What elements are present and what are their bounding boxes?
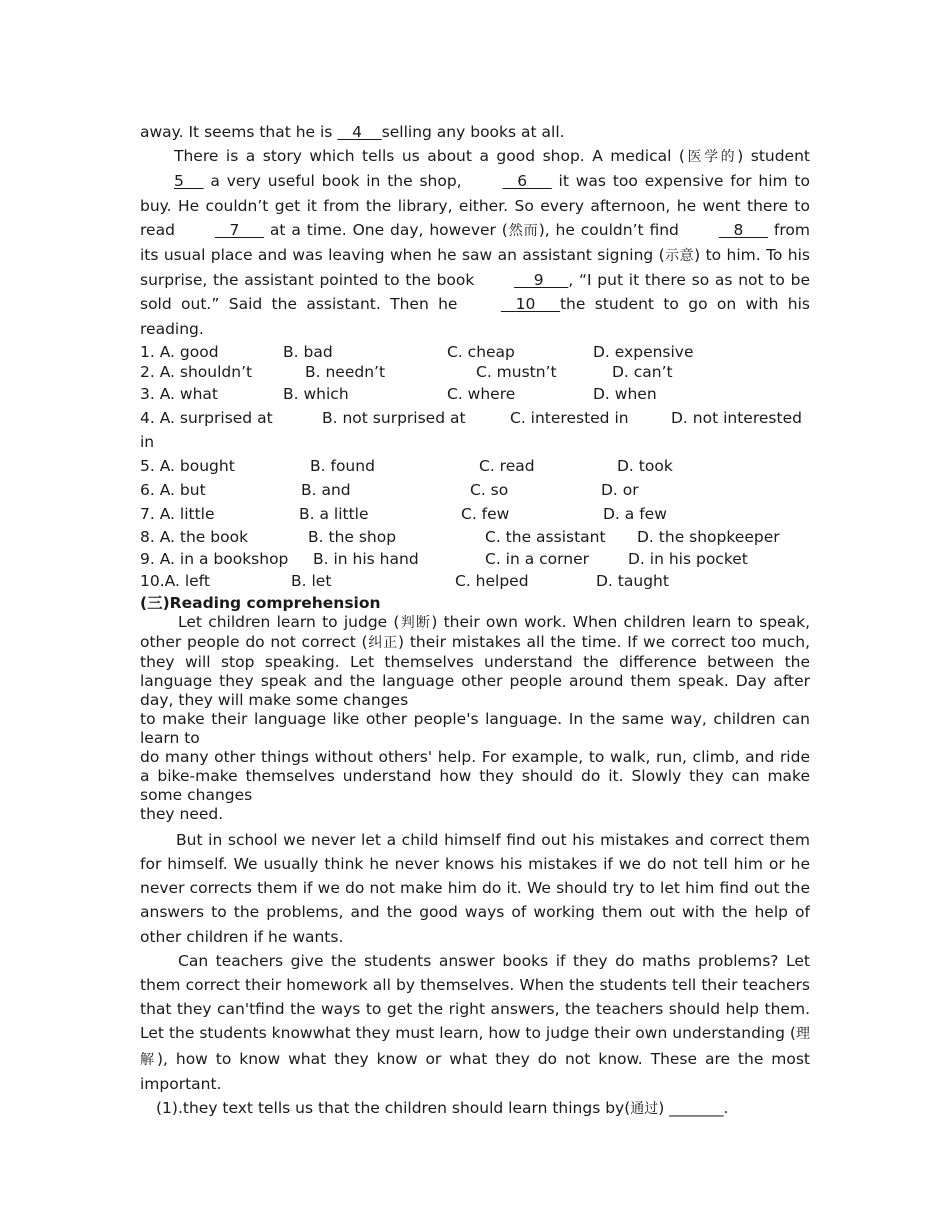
option-a: 4. A. surprised at xyxy=(140,408,273,427)
option-a: 5. A. bought xyxy=(140,456,235,475)
option-row-6 xyxy=(140,478,810,502)
text-run: from its usual place and was leaving when he saw an assistant signing ( xyxy=(140,220,810,265)
option-row-8 xyxy=(140,526,810,548)
reading-passage xyxy=(140,613,810,824)
question-1 xyxy=(156,1096,810,1121)
option-row-5 xyxy=(140,454,810,478)
option-b: B. not surprised at xyxy=(322,408,466,427)
text-run: ), how to know what they know or what they do not know. These are the most important. xyxy=(140,1049,810,1093)
chinese-gloss: 通过 xyxy=(630,1101,659,1118)
text-run: Let children learn to judge ( xyxy=(178,612,400,631)
text-run: the student to go on with his reading. xyxy=(140,295,810,338)
option-b: B. the shop xyxy=(308,527,397,546)
chinese-gloss: 判断 xyxy=(399,614,432,631)
text-run: a very useful book in the shop, xyxy=(203,172,469,191)
text-run: selling any books at all. xyxy=(381,123,565,141)
option-d: D. a few xyxy=(603,504,667,523)
option-row-4-wrap xyxy=(140,430,810,454)
blank-7: 7 xyxy=(214,220,265,239)
text-run: it was too expensive for him to buy. He couldn’t get it from the library, either. So every afternoon, he went there to read xyxy=(140,172,810,239)
option-c: C. mustn’t xyxy=(476,362,557,381)
blank-10: 10 xyxy=(500,295,560,314)
option-a: 3. A. what xyxy=(140,384,218,403)
option-c: C. cheap xyxy=(447,342,515,361)
text-run: at a time. One day, however ( xyxy=(264,220,508,239)
answer-blank: _______ xyxy=(669,1099,724,1118)
reading-line: they need. xyxy=(140,804,224,823)
text-run: , “I put it there so as not to be sold out.” Said the assistant. Then he xyxy=(140,271,811,314)
reading-continued xyxy=(140,828,810,1121)
option-d: D. the shopkeeper xyxy=(637,527,780,546)
option-c: C. helped xyxy=(455,571,529,590)
reading-paragraph-1 xyxy=(140,613,810,710)
reading-paragraph-2: But in school we never let a child himself find out his mistakes and correct them for himself. We usually think he never knows his mistakes if we do not tell him or he never corrects them if we do not make him do it. We should try to let him find out the answers to the problems, and the good ways of working them out with the help of other children if he wants. xyxy=(140,830,810,946)
option-row-9 xyxy=(140,548,810,570)
option-a: 6. A. but xyxy=(140,480,206,499)
option-a: 2. A. shouldn’t xyxy=(140,362,253,381)
text-run: ) student xyxy=(737,147,810,166)
option-a: 8. A. the book xyxy=(140,527,249,546)
text-run: ) their mistakes all the time. If we correct too much, they will stop speaking. Let themselves understand the difference between the language they speak and the language other people around them speak. Day after day, they will make some changes xyxy=(140,632,810,709)
chinese-gloss: 然而 xyxy=(507,222,539,239)
option-c: C. the assistant xyxy=(485,527,606,546)
option-b: B. and xyxy=(301,480,351,499)
text-run: ) to him. To his surprise, the assistant pointed to the book xyxy=(140,246,810,290)
blank-6: 6 xyxy=(502,172,552,191)
chinese-gloss: 纠正 xyxy=(367,634,399,651)
option-d: D. took xyxy=(617,456,673,475)
text-run: Can teachers give the students answer books if they do maths problems? Let them correct their homework all by themselves. When the students tell their teachers that they can'tfind the ways to get the right answers, the teachers should help them. Let the students knowwhat they must learn, how to judge their own understanding ( xyxy=(140,951,810,1043)
option-row-3 xyxy=(140,382,810,406)
chinese-gloss: 医学的 xyxy=(684,149,738,166)
option-row-1 xyxy=(140,342,810,362)
option-d: D. can’t xyxy=(612,362,673,381)
option-c: C. read xyxy=(479,456,535,475)
option-b: B. in his hand xyxy=(313,549,419,568)
text-run: ), he couldn’t find xyxy=(538,220,685,239)
text-run: (1).they text tells us that the children should learn things by( xyxy=(156,1099,631,1118)
text-run: ) xyxy=(658,1099,670,1118)
cloze-paragraph xyxy=(140,144,810,341)
option-c: C. few xyxy=(461,504,510,523)
chinese-gloss: 理解 xyxy=(140,1026,811,1068)
text-run: There is a story which tells us about a good shop. A medical ( xyxy=(174,147,685,166)
option-d: D. or xyxy=(601,480,639,499)
option-d: D. taught xyxy=(596,571,669,590)
cloze-line-0 xyxy=(140,120,810,144)
option-b: B. a little xyxy=(299,504,369,523)
chinese-gloss: 示意 xyxy=(664,248,695,265)
option-b: B. needn’t xyxy=(305,362,386,381)
reading-line: to make their language like other people's language. In the same way, children can learn to xyxy=(140,709,810,747)
blank-8: 8 xyxy=(718,220,769,239)
option-a: 1. A. good xyxy=(140,342,219,361)
document-page xyxy=(140,120,810,1121)
option-d: D. expensive xyxy=(593,342,694,361)
option-c: C. so xyxy=(470,480,509,499)
option-d: D. in his pocket xyxy=(628,549,748,568)
option-row-10 xyxy=(140,570,810,592)
option-a: 7. A. little xyxy=(140,504,215,523)
option-row-7 xyxy=(140,502,810,526)
option-b: B. found xyxy=(310,456,375,475)
text-run: away. It seems that he is xyxy=(140,123,338,141)
option-a: 10.A. left xyxy=(140,571,210,590)
reading-paragraph-3 xyxy=(140,949,810,1096)
section-heading: (三)Reading comprehension xyxy=(140,593,381,612)
options-list xyxy=(140,342,810,592)
option-d: D. when xyxy=(593,384,657,403)
option-c: C. interested in xyxy=(510,408,629,427)
option-d: D. not interested xyxy=(671,408,802,427)
option-b: B. let xyxy=(291,571,332,590)
text-run: ) their own work. When children learn to speak, other people do not correct ( xyxy=(140,612,810,651)
option-c: C. in a corner xyxy=(485,549,589,568)
option-a: 9. A. in a bookshop xyxy=(140,549,289,568)
option-b: B. which xyxy=(283,384,349,403)
text-run: . xyxy=(723,1099,729,1118)
blank-4: 4 xyxy=(337,123,382,141)
reading-line: do many other things without others' help. For example, to walk, run, climb, and ride a bike-make themselves understand how they should do it. Slowly they can make some changes xyxy=(140,747,810,804)
blank-9: 9 xyxy=(514,271,569,290)
option-c: C. where xyxy=(447,384,516,403)
option-row-2 xyxy=(140,362,810,382)
option-wrap: in xyxy=(140,432,155,451)
option-b: B. bad xyxy=(283,342,333,361)
option-row-4 xyxy=(140,406,810,430)
blank-5: 5 xyxy=(174,172,204,191)
